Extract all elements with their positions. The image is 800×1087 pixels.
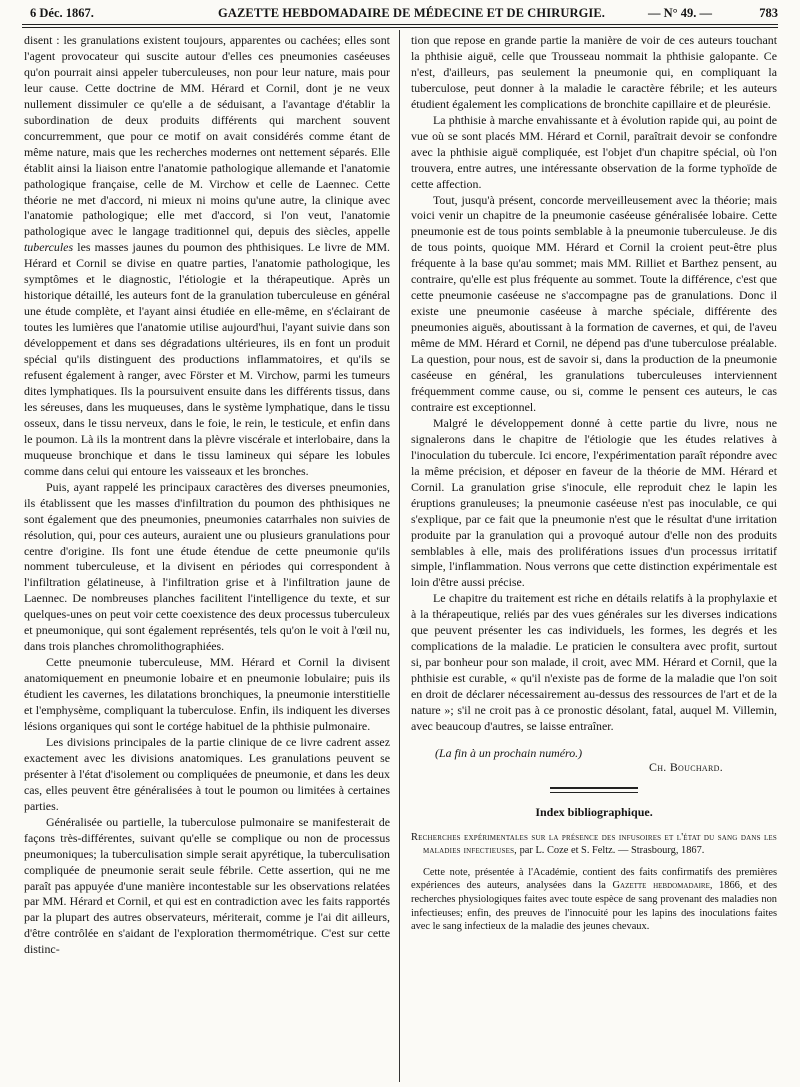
- continuation-note: (La fin à un prochain numéro.): [435, 745, 583, 760]
- bibliography-summary: [411, 866, 777, 934]
- left-paragraph-4: Les divisions principales de la partie clinique de ce livre cadrent assez exactement avec les divisions anatomiques. Les granulations peuvent se présenter à l'état d'isolement ou compliquées de pneumonie, et dans les deux cas, elles peuvent être généralisées à tout le poumon ou limitées à certaines parties.: [24, 734, 390, 813]
- left-paragraph-5: Généralisée ou partielle, la tuberculose pulmonaire se manifesterait de façons très-différentes, suivant qu'elle se complique ou non de processus pneumoniques; la tuberculisation simple serait apyrétique, la tuberculisation compliquée de pneumonie serait seule fébrile. Cette assertion, qui ne me paraît pas appuyée d'une manière incontestable sur les observations relatées par MM. Hérard et Cornil, et qui est en contradiction avec les faits rapportés par la plupart des autres observateurs, mériterait, comme je l'ai dit ailleurs, d'être contrôlée en s'aidant de l'exploration thermométrique. C'est sur cette distinc-: [24, 814, 390, 957]
- right-paragraph-3: Tout, jusqu'à présent, concorde merveilleusement avec la théorie; mais voici venir un chapitre de la pneumonie caséeuse généralisée lobaire. Cette pneumonie est de tous points semblable à la pneumonie tuberculeuse. Je dis de tous points, quoique MM. Hérard et Cornil la croient peut-être plus fréquente à la base qu'au sommet; mais MM. Rilliet et Barthez pensent, au contraire, qu'elle est plus fréquente au sommet. Toute la différence, c'est que cette pneumonie caséeuse ne s'accompagne pas de granulations. Donc il existe une pneumonie caséeuse à marche spéciale, différente des pneumonies aiguës, aboutissant à la formation de cavernes, et qui, de l'aveu même de MM. Hérard et Cornil, ne dépend pas d'une tuberculose préalable. La question, pour nous, est de savoir si, dans la production de la pneumonie caséeuse en général, les granulations tuberculeuses interviennent fréquemment comme cause, ou si, comme le pensent ces auteurs, le cas contraire est exceptionnel.: [411, 192, 777, 414]
- section-separator: [550, 787, 638, 793]
- journal-name: Gazette hebdomadaire: [612, 880, 710, 892]
- left-column: [24, 33, 390, 958]
- left-p1-end: les masses jaunes du poumon des phthisiques. Le livre de MM. Hérard et Cornil se divise en quatre parties, l'anatomie pathologique, les symptômes et le diagnostic, l'étiologie et la thérapeutique. Après un historique détaillé, les auteurs font de la granulation tuberculeuse en général une étude complète, et l'ayant ainsi étudiée en elle-même, en s'éclairant de toutes les lumières que l'anatomie utilise aujourd'hui, l'ayant suivie dans son développement et dans ses dégradations ultérieures, ils en font un produit spécial qu'ils distinguent des productions inflammatoires, et qu'ils se refusent également à ranger, avec Förster et M. Virchow, parmi les tumeurs dites lymphatiques. Ils la poursuivent ensuite dans les différents tissus, dans les séreuses, dans les muqueuses, dans le système lymphatique, dans le tissu osseux, dans le tissu nerveux, dans le foie, le rein, le testicule, et enfin dans le poumon. Là ils la montrent dans la plèvre viscérale et interlobaire, dans la muqueuse bronchique et dans le tissu lamineux qui sépare les lobules comme dans celui qui entoure les vaisseaux et les bronches.: [24, 240, 390, 478]
- page-header: [22, 5, 778, 21]
- header-date: 6 Déc. 1867.: [30, 6, 94, 20]
- header-rule: [22, 24, 778, 28]
- right-paragraph-4: Malgré le développement donné à cette partie du livre, nous ne signalerons dans le chapitre de l'étiologie que les études relatives à l'inoculation du tubercule. Ici encore, l'expérimentation paraît répondre avec la même précision, et déposer en faveur de la théorie de MM. Hérard et Cornil. La granulation grise s'inocule, elle reproduit chez le lapin les éruptions granuleuses; la pneumonie caséeuse n'est pas inoculable, ce qui s'explique, par ce fait que la pneumonie n'est que le résultat d'une irritation produite par la granulation qui a provoqué autour d'elle non des produits semblables à elle, mais des proliférations issues d'un processus irritatif simple, l'inflammation. Nous verrons que cette distinction expérimentale est loin d'être aussi précise.: [411, 415, 777, 590]
- header-issue-number: — N° 49. —: [648, 6, 713, 20]
- summary-end: , 1866, et des recherches physiologiques faites avec toute espèce de sang provenant des maladies non infectieuses; enfin, des preuves de l'innocuité pour les lapins des inoculations faites avec le sang infectieux de la maladie des jeunes chevaux.: [411, 880, 778, 933]
- left-paragraph-2: Puis, ayant rappelé les principaux caractères des diverses pneumonies, ils établissent que les masses d'infiltration du poumon des phthisiques ne sont également que des pneumonies, pneumonies catarrhales non suivies de résolution, qui, pour ces auteurs, auraient une ou plusieurs granulations pour centre d'origine. Ils font une étude étendue de cette pneumonie qu'ils nomment tuberculeuse, et la divisent en périodes qui correspondent à l'infiltration gélatineuse, à l'infiltration grise et à l'infiltration jaune de Laennec. De nombreuses planches facilitent l'intelligence du texte, et sur quelques-unes on peut voir cette coexistence des deux processus tuberculeux et pneumonique, qui sont également représentés, tels qu'on le voit à l'œil nu, dans trois planches chromolithographiées.: [24, 479, 390, 654]
- right-paragraph-5: Le chapitre du traitement est riche en détails relatifs à la prophylaxie et à la thérapeutique, reliés par des vues générales sur les diverses indications que peuvent présenter les cas individuels, les formes, les degrés et les complications de la maladie. Le praticien le consultera avec profit, surtout si, par bonheur pour son malade, il croit, avec MM. Hérard et Cornil, que la phthisie est curable, « qu'il n'existe pas de forme de la maladie que l'on soit en droit de déclarer nécessairement au-dessus des ressources de l'art et de la nature »; s'il ne croit pas à ce pronostic désolant, fatal, auquel M. Villemin, avec beaucoup d'autres, se laisse entraîner.: [411, 591, 777, 733]
- entry-title: Recherches expérimentales sur la présence des infusoires et l'état du sang dans les maladies infectieuses,: [411, 831, 777, 857]
- index-heading: Index bibliographique.: [535, 804, 653, 819]
- left-paragraph-3: Cette pneumonie tuberculeuse, MM. Hérard et Cornil la divisent anatomiquement en pneumonie lobaire et en pneumonie lobulaire; puis ils étudient les cavernes, les dilatations bronchiques, la pneumonie interstitielle et l'emphysème, compliquant la tuberculose. Enfin, ils indiquent les diverses lésions organiques qui sont le cortége habituel de la phthisie pulmonaire.: [24, 655, 390, 733]
- left-p1-italic: tubercules: [24, 240, 74, 255]
- right-column: [411, 33, 777, 934]
- left-paragraph-1: [24, 33, 390, 480]
- header-title: GAZETTE HEBDOMADAIRE DE MÉDECINE ET DE CHIRURGIE.: [218, 6, 606, 20]
- left-p1-text: disent : les granulations existent toujours, apparentes ou cachées; elles sont l'agent provocateur qui suscite autour d'elles ces pneumonies caséeuses qu'on pourrait ainsi appeler tuberculeuses, non pour leur nature, mais pour leur cause. Cette doctrine de MM. Hérard et Cornil, dont je ne veux nullement dissimuler ce qu'elle a de séduisant, a l'avantage d'établir la subordination de deux produits différents qui marchent souvent concurremment, que pour ce motif on avait considérés comme étant de même nature, mais que les recherches modernes ont nettement séparés. Elle établit ainsi la liaison entre l'anatomie pathologique allemande et l'anatomie pathologique française, celle de M. Virchow et celle de Laennec. Cette théorie ne met d'accord, ni mieux ni moins qu'une autre, la clinique avec l'anatomie pathologique; elle met d'accord, si l'on veut, l'anatomie pathologique avec le langage traditionnel qui, depuis des siècles, appelle: [24, 33, 390, 239]
- right-paragraph-1: tion que repose en grande partie la manière de voir de ces auteurs touchant la phthisie aiguë, celle que Trousseau nommait la phthisie galopante. Ce n'est, d'ailleurs, pas seulement la pneumonie qui, en compliquant la tuberculose, peut donner à la maladie le caractère fébrile; et les auteurs étudient également les complications de bronchite capillaire et de pleurésie.: [411, 33, 777, 111]
- author-signature: Ch. Bouchard.: [648, 759, 723, 774]
- summary-start: Cette note, présentée à l'Académie, contient des faits confirmatifs des premières expériences des auteurs, analysées dans la: [411, 866, 777, 892]
- right-paragraph-2: La phthisie à marche envahissante et à évolution rapide qui, au point de vue où se sont placés MM. Hérard et Cornil, paraîtrait devoir se confondre avec la phthisie aiguë compliquée, est l'objet d'un chapitre spécial, où l'on trouvera, entre autres, une intéressante observation de la forme typhoïde de cette affection.: [411, 112, 777, 191]
- bibliography-entry: [411, 831, 777, 858]
- article-closing: [411, 745, 777, 777]
- entry-authors: par L. Coze et S. Feltz. — Strasbourg, 1867.: [517, 845, 705, 857]
- column-divider: [399, 30, 400, 1082]
- header-page-number: 783: [759, 6, 778, 20]
